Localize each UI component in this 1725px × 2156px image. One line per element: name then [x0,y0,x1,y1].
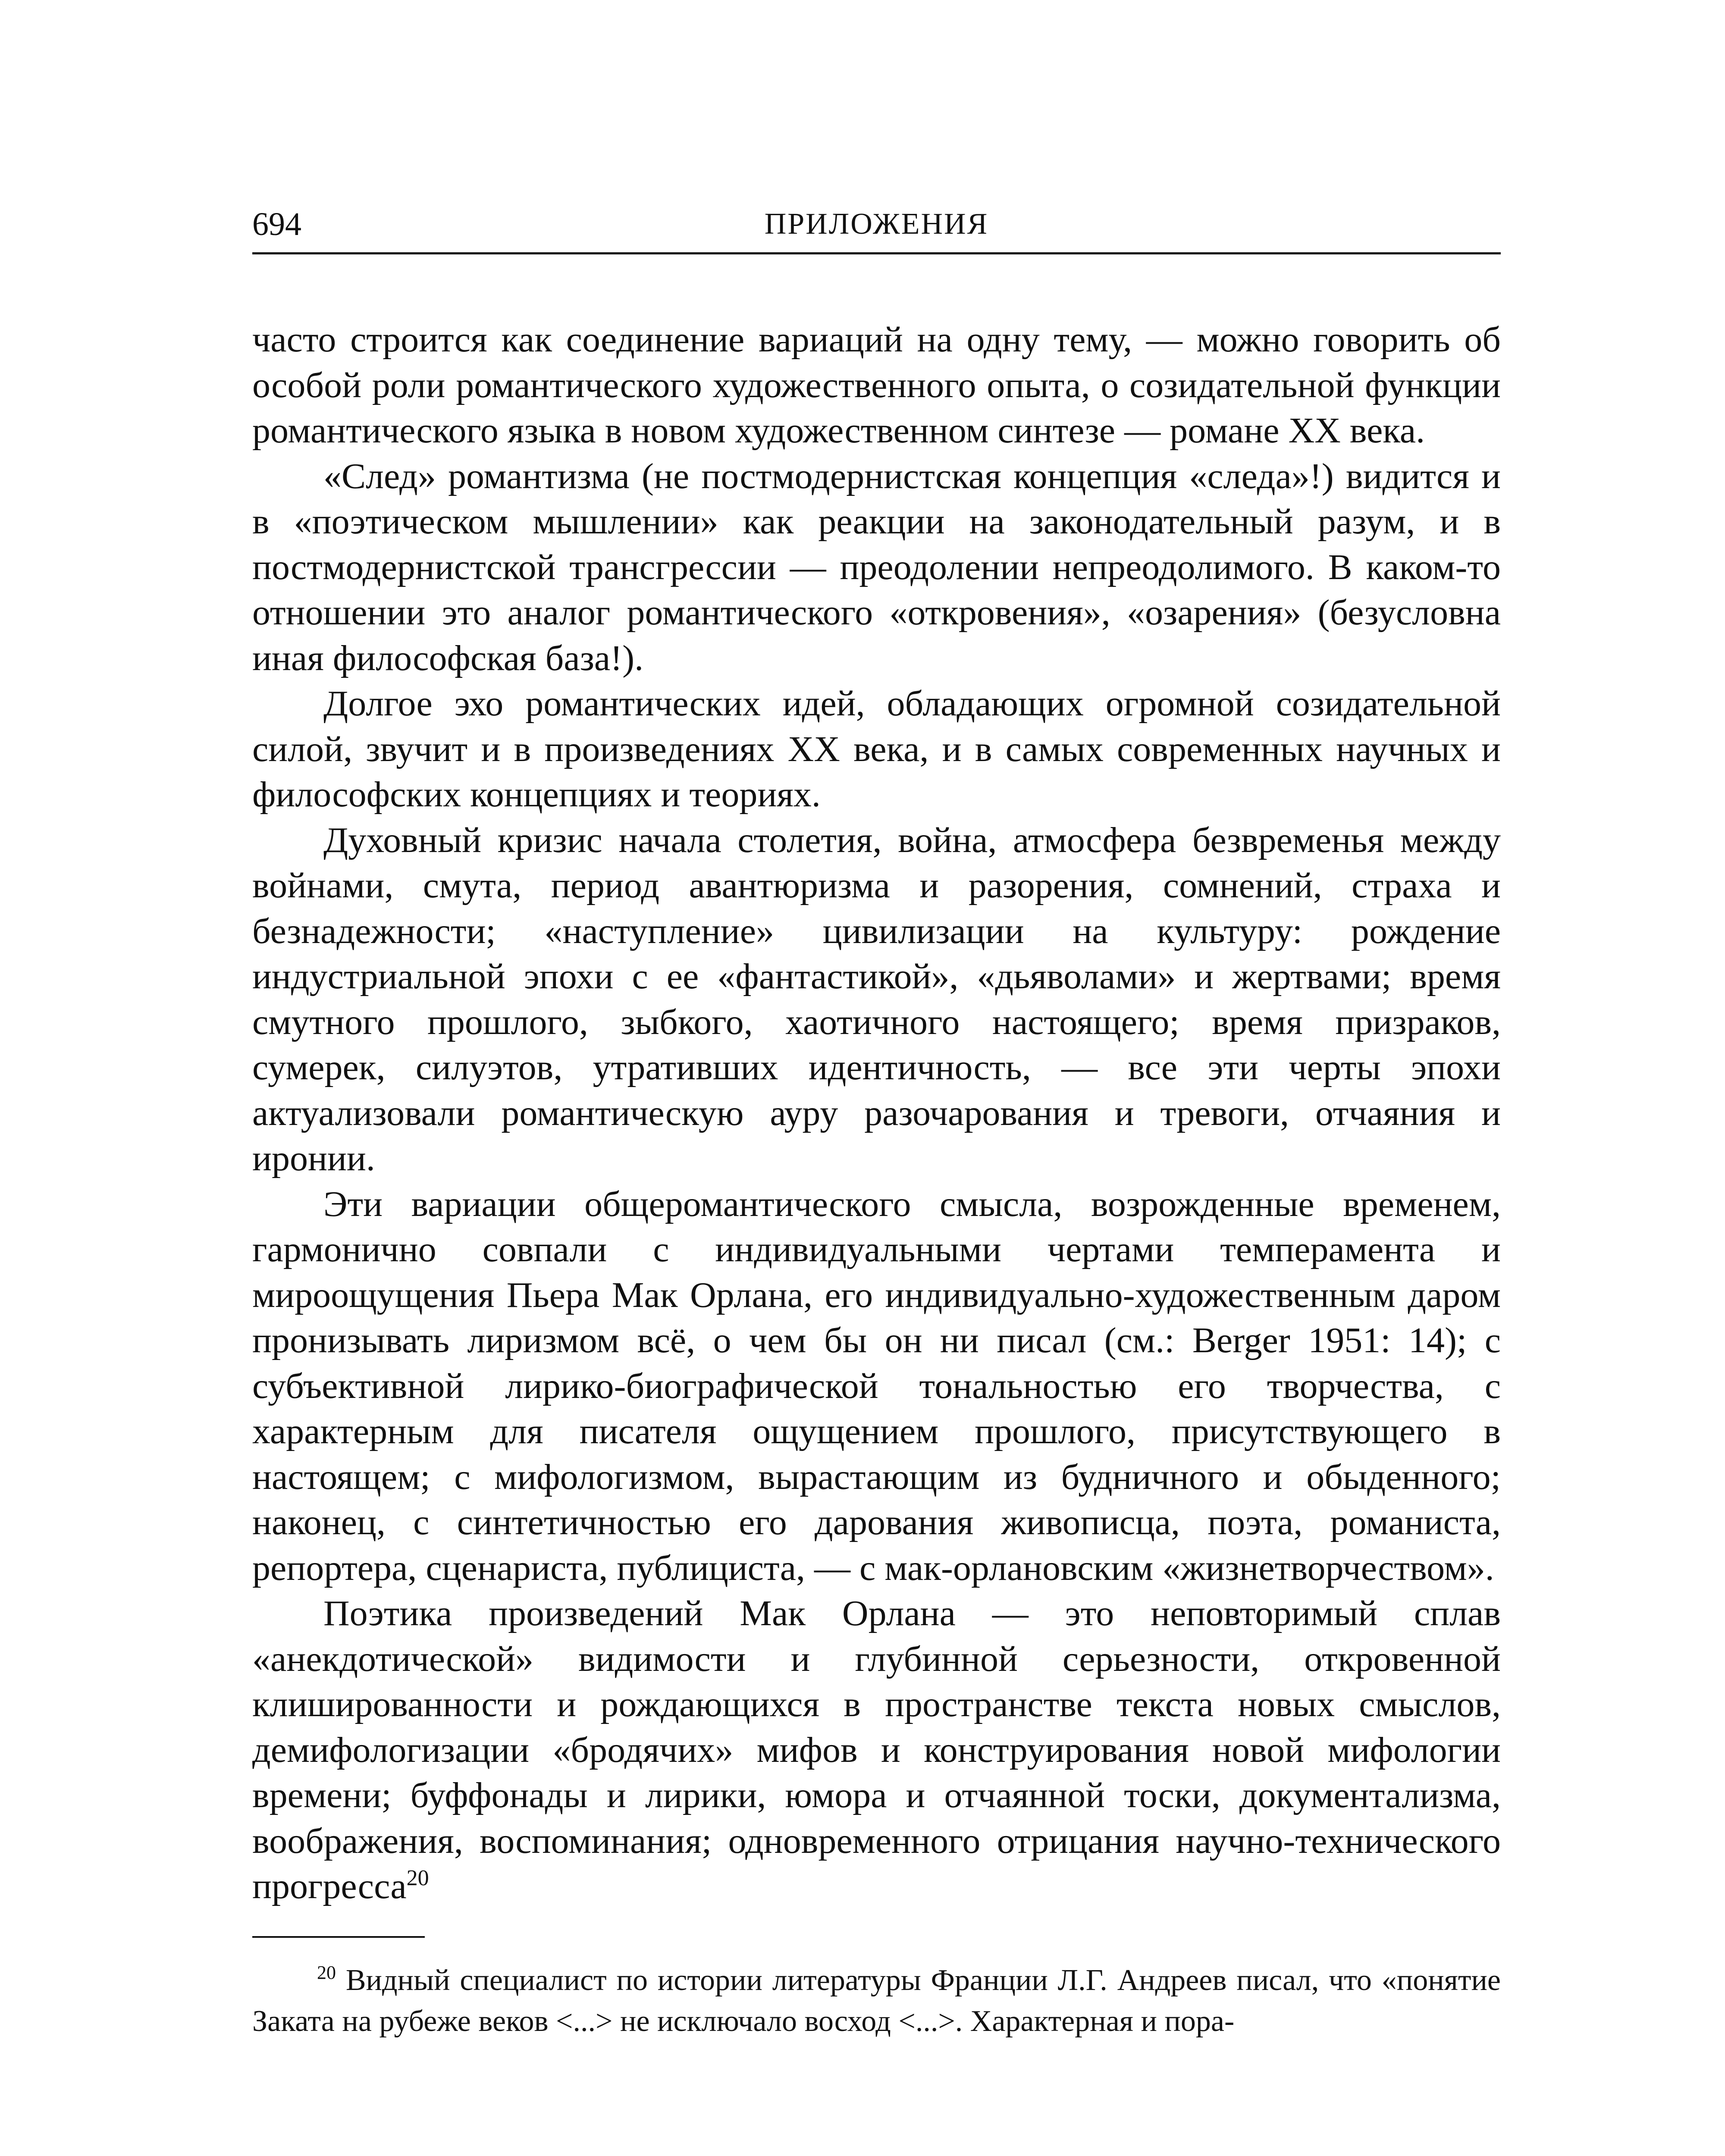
running-head: ПРИЛОЖЕНИЯ [764,207,989,241]
footnote-rule [252,1936,425,1938]
paragraph-6-text: Поэтика произведений Мак Орлана — это неповторимый сплав «анекдотической» видимости и глубинной серьезности, откровенной клишированности и рождающихся в пространстве текста новых смыслов, демифологизации «бродячих» мифов и конструирования новой мифологии времени; буффонады и лирики, юмора и отчаянной тоски, документализма, воображения, воспоминания; одновременного отрицания научно-технического прогресса [252,1593,1501,1906]
header-rule [252,252,1501,254]
paragraph-3: Долгое эхо романтических идей, обладающих огромной созидательной силой, звучит и в произведениях XX века, и в самых современных научных и философских концепциях и теориях. [252,683,1501,815]
footnote-reference[interactable]: 20 [406,1866,429,1890]
paragraph-2: «След» романтизма (не постмодернистская концепция «следа»!) видится и в «поэтическом мышлении» как реакции на законодательный разум, и в постмодернистской трансгрессии — преодолении непреодолимого. В каком-то отношении это аналог романтического «откровения», «озарения» (безусловна иная философская база!). [252,456,1501,678]
page-header [252,203,1501,246]
footnote-text: Видный специалист по истории литературы Франции Л.Г. Андреев писал, что «понятие Заката на рубеже веков <...> не исключало восход <...>. Характерная и пора- [252,1964,1501,2038]
paragraph-6 [252,1591,1501,1909]
footnotes [252,1960,1501,2042]
paragraph-4: Духовный кризис начала столетия, война, атмосфера безвременья между войнами, смута, период авантюризма и разорения, сомнений, страха и безнадежности; «наступление» цивилизации на культуру: рождение индустриальной эпохи с ее «фантастикой», «дьяволами» и жертвами; время смутного прошлого, зыбкого, хаотичного настоящего; время призраков, сумерек, силуэтов, утративших идентичность, — все эти черты эпохи актуализовали романтическую ауру разочарования и тревоги, отчаяния и иронии. [252,820,1501,1178]
page-number: 694 [252,206,301,242]
footnote-marker: 20 [317,1962,336,1983]
footnote [252,1960,1501,2042]
main-text [252,317,1501,1909]
paragraph-1: часто строится как соединение вариаций на одну тему, — можно говорить об особой роли романтического художественного опыта, о созидательной функции романтического языка в новом художественном синтезе — романе XX века. [252,320,1501,451]
paragraph-5: Эти вариации общеромантического смысла, возрожденные временем, гармонично совпали с индивидуальными чертами темперамента и мироощущения Пьера Мак Орлана, его индивидуально-художественным даром пронизывать лиризмом всё, о чем бы он ни писал (см.: Berger 1951: 14); с субъективной лирико-биографической тональностью его творчества, с характерным для писателя ощущением прошлого, присутствующего в настоящем; с мифологизмом, вырастающим из будничного и обыденного; наконец, с синтетичностью его дарования живописца, поэта, романиста, репортера, сценариста, публициста, — с мак-орлановским «жизнетворчеством». [252,1184,1501,1588]
